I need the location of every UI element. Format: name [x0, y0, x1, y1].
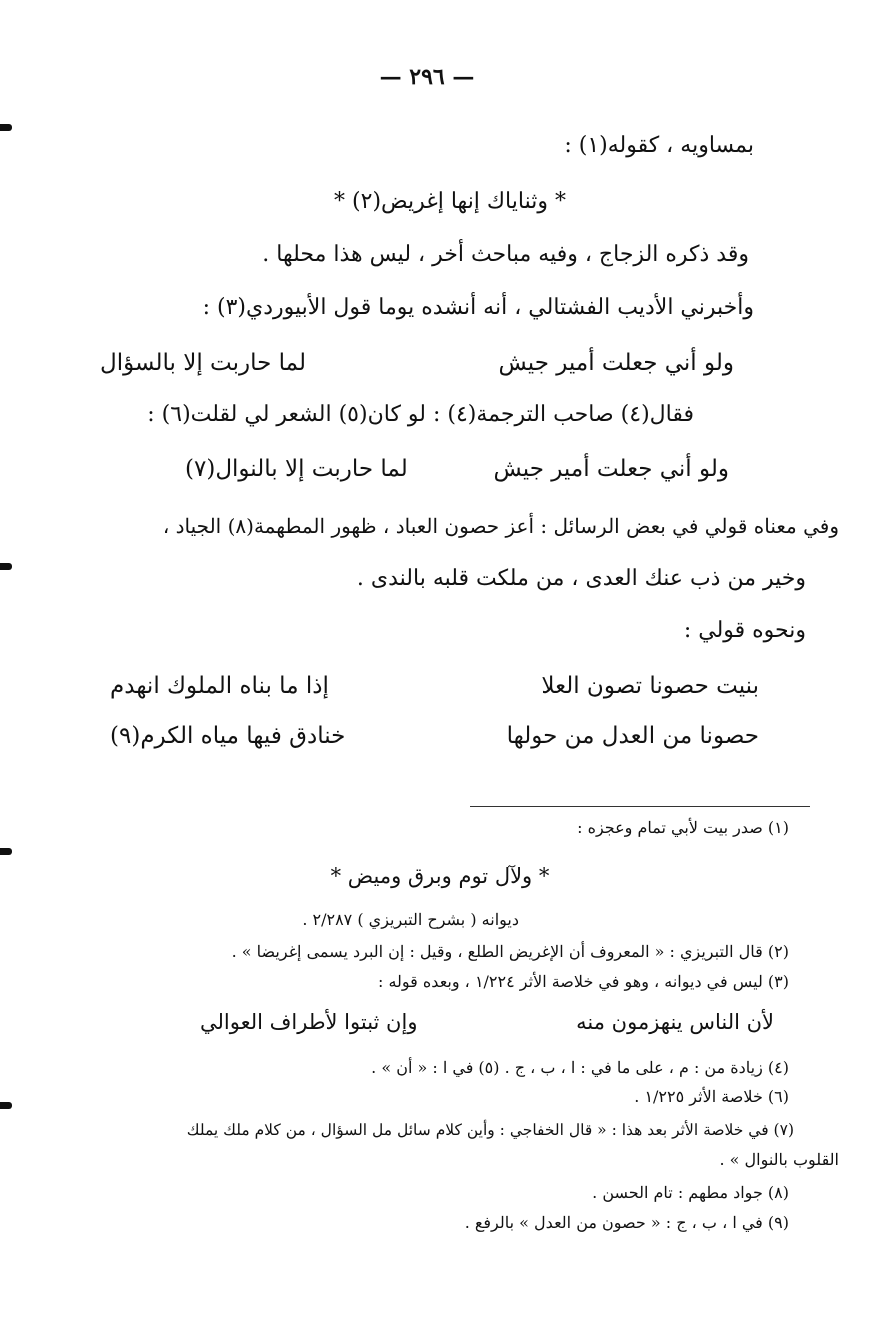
footnote: القلوب بالنوال » .	[719, 1150, 839, 1169]
verse-first-hemistich: بنيت حصونا تصون العلا	[541, 673, 759, 699]
margin-mark	[0, 124, 12, 131]
body-line: وأخبرني الأديب الفشتالي ، أنه أنشده يوما قول الأبيوردي(٣) :	[202, 295, 754, 320]
verse	[100, 350, 734, 376]
verse-first-hemistich: لأن الناس ينهزمون منه	[576, 1010, 774, 1034]
margin-mark	[0, 848, 12, 855]
verse-first-hemistich: ولو أني جعلت أمير جيش	[498, 350, 734, 376]
footnote-separator	[470, 806, 810, 807]
verse	[110, 723, 759, 749]
verse	[185, 456, 729, 482]
footnote: (١) صدر بيت لأبي تمام وعجزه :	[577, 818, 789, 837]
verse-first-hemistich: حصونا من العدل من حولها	[506, 723, 759, 749]
verse-second-hemistich: لما حاربت إلا بالنوال(٧)	[185, 456, 408, 482]
verse-second-hemistich: إذا ما بناه الملوك انهدم	[110, 673, 329, 699]
verse-second-hemistich: وإن ثبتوا لأطراف العوالي	[200, 1010, 418, 1034]
footnote: ديوانه ( بشرح التبريزي ) ٢/٢٨٧ .	[302, 910, 519, 929]
body-line: فقال(٤) صاحب الترجمة(٤) : لو كان(٥) الشعر لي لقلت(٦) :	[147, 402, 694, 427]
verse-second-hemistich: خنادق فيها مياه الكرم(٩)	[110, 723, 346, 749]
footnote-verse: * ولآل توم وبرق وميض *	[330, 864, 550, 888]
body-line: وفي معناه قولي في بعض الرسائل : أعز حصون العباد ، ظهور المطهمة(٨) الجياد ،	[162, 514, 839, 538]
verse-second-hemistich: لما حاربت إلا بالسؤال	[100, 350, 306, 376]
body-line: وخير من ذب عنك العدى ، من ملكت قلبه بالندى .	[356, 566, 806, 591]
verse-first-hemistich: ولو أني جعلت أمير جيش	[493, 456, 729, 482]
body-line: وقد ذكره الزجاج ، وفيه مباحث أخر ، ليس هذا محلها .	[262, 242, 749, 267]
margin-mark	[0, 563, 12, 570]
footnote: (٨) جواد مطهم : تام الحسن .	[592, 1183, 789, 1202]
footnote: (٤) زيادة من : م ، على ما في : ا ، ب ، ج . (٥) في ا : « أن » .	[371, 1058, 789, 1077]
verse	[110, 673, 759, 699]
body-line: بمساويه ، كقوله(١) :	[564, 133, 754, 158]
page-number: — ٢٩٦ —	[379, 64, 475, 90]
body-line: ونحوه قولي :	[683, 618, 806, 643]
margin-mark	[0, 1102, 12, 1109]
footnote: (٣) ليس في ديوانه ، وهو في خلاصة الأثر ١/٢٢٤ ، وبعده قوله :	[377, 972, 789, 991]
footnote-verse	[200, 1010, 774, 1034]
footnote: (٢) قال التبريزي : « المعروف أن الإغريض الطلع ، وقيل : إن البرد يسمى إغريضا » .	[231, 942, 789, 961]
footnote: (٧) في خلاصة الأثر بعد هذا : « قال الخفاجي : وأين كلام سائل مل السؤال ، من كلام ملك يملك	[186, 1121, 794, 1139]
verse-line: * وثناياك إنها إغريض(٢) *	[334, 189, 566, 214]
footnote: (٩) في ا ، ب ، ج : « حصون من العدل » بالرفع .	[464, 1213, 789, 1232]
footnote: (٦) خلاصة الأثر ١/٢٢٥ .	[634, 1087, 789, 1106]
